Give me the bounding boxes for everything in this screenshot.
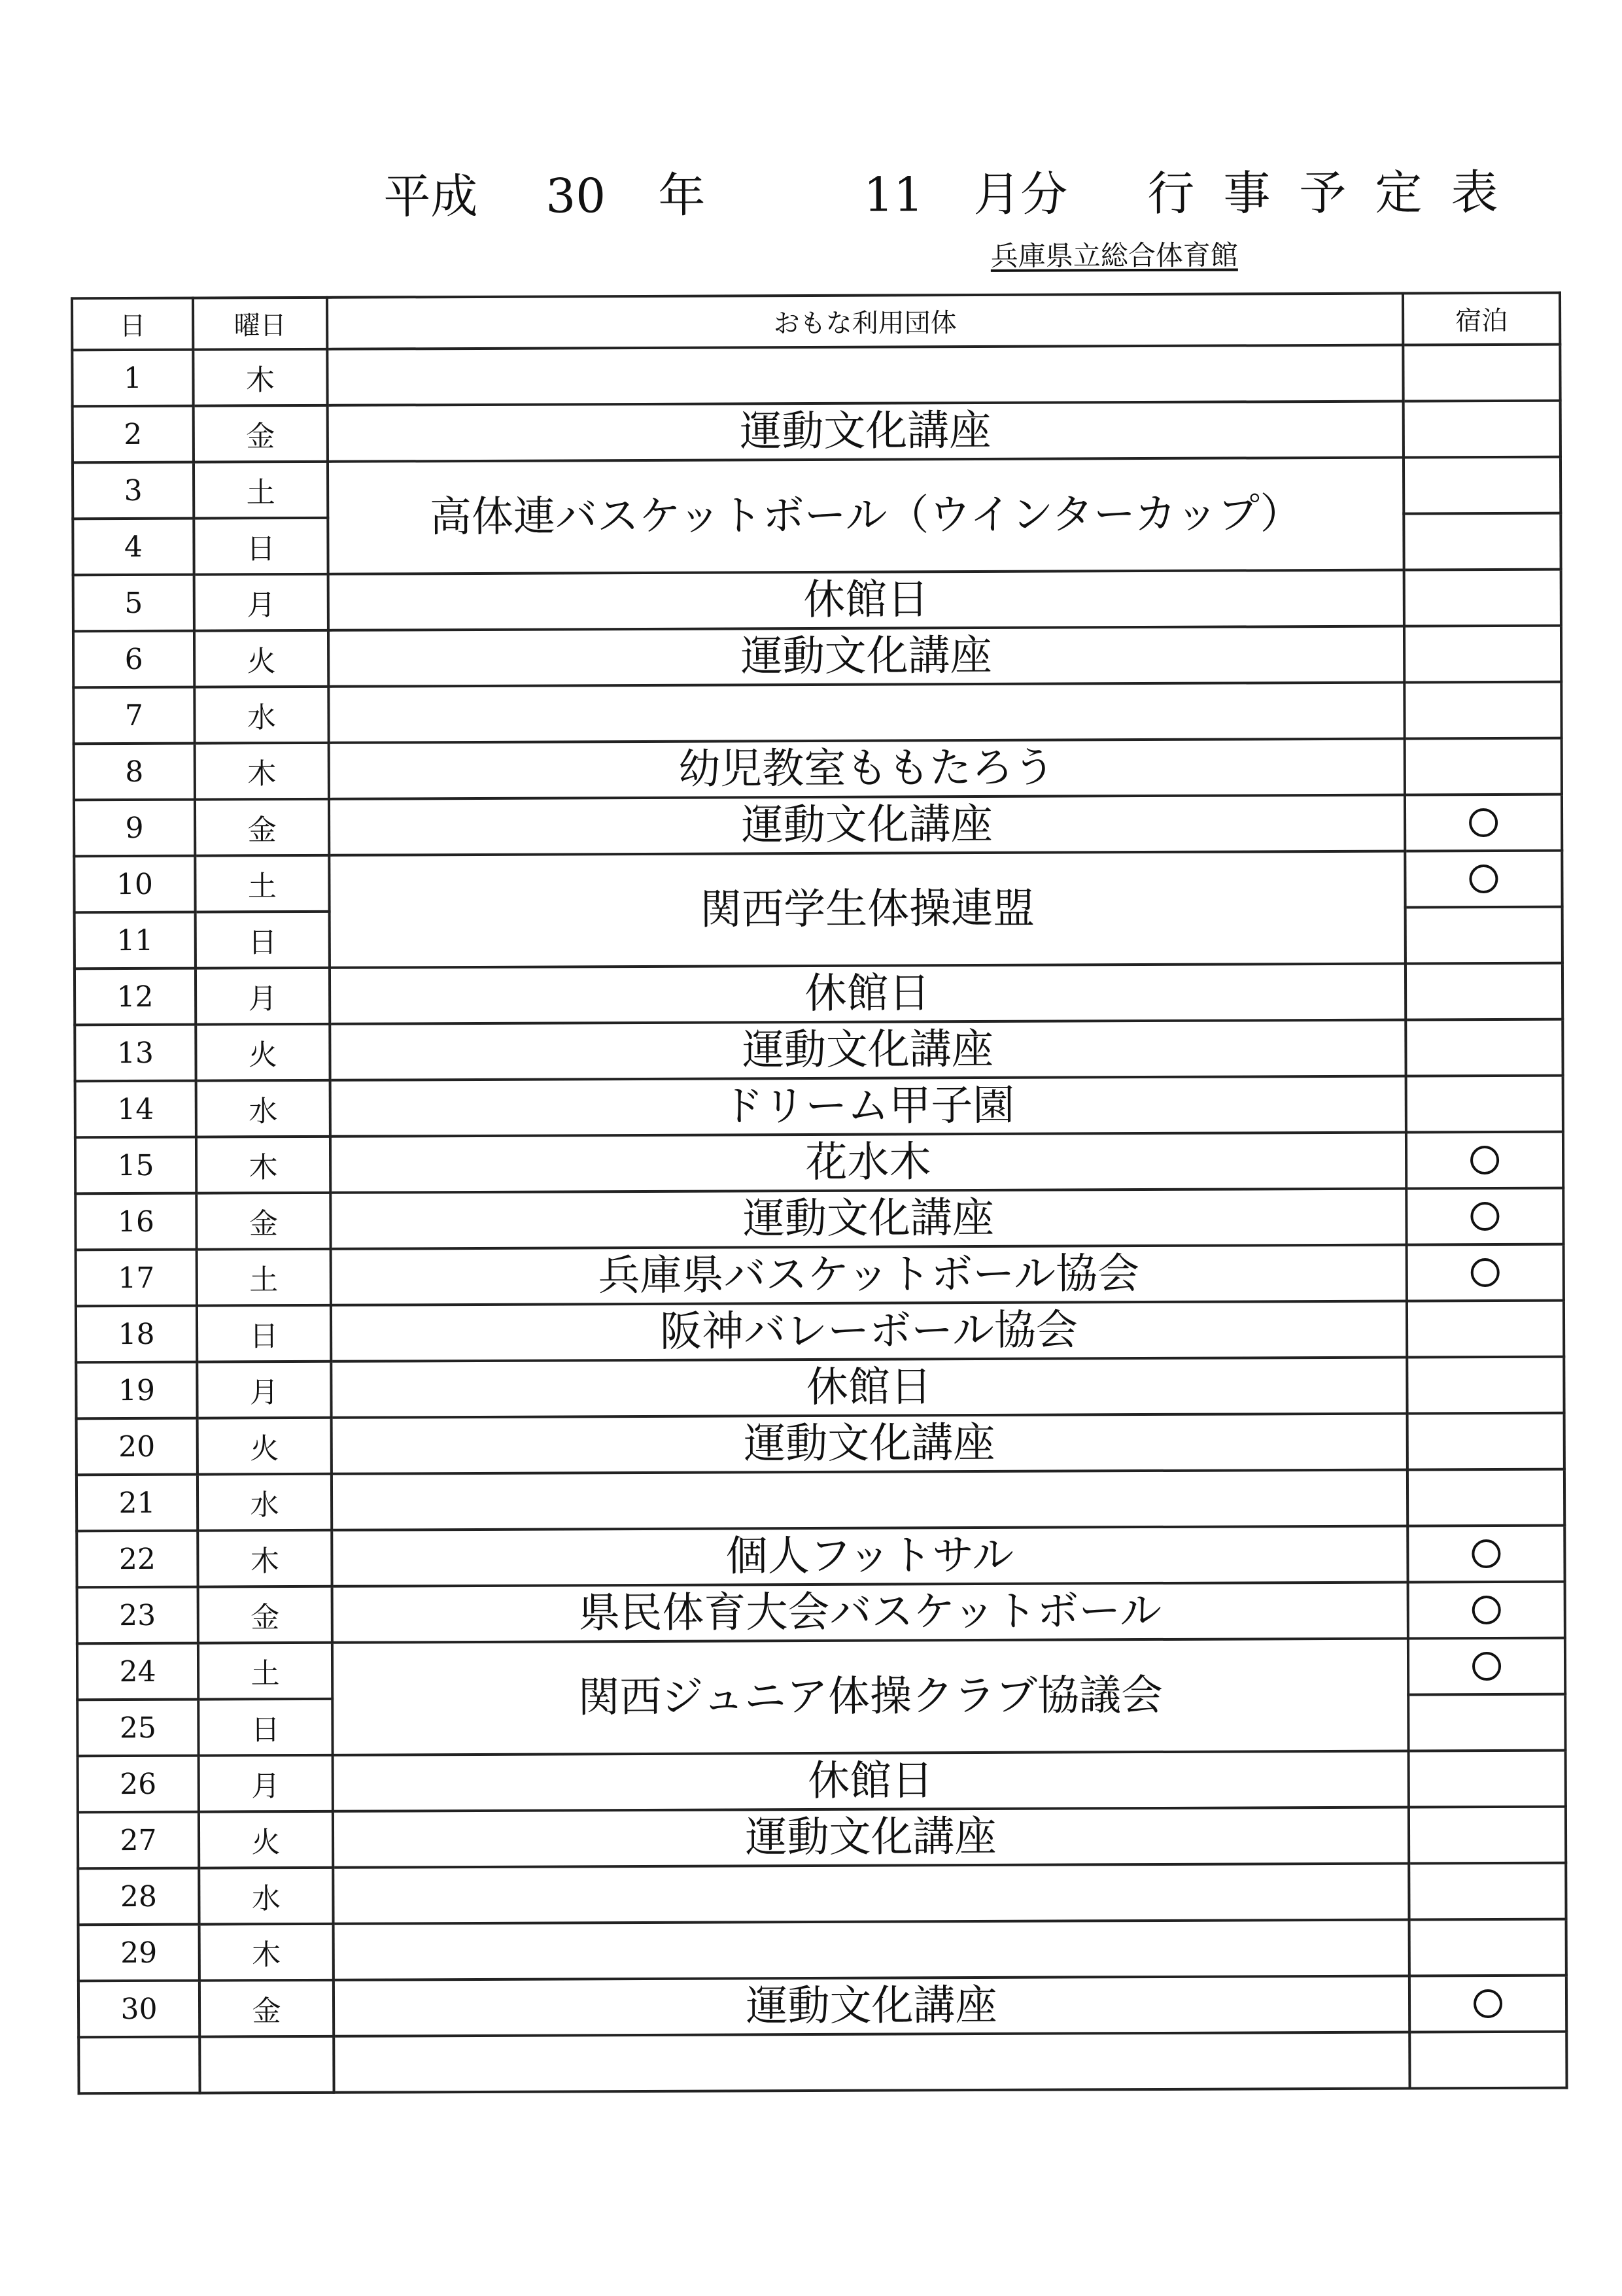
day-cell: 2 (73, 406, 194, 463)
document-title: 行事予定表 (1147, 164, 1527, 222)
table-row (75, 1188, 1563, 1250)
stay-cell (1407, 1469, 1564, 1526)
weekday-cell: 土 (195, 855, 329, 912)
table-row (75, 1076, 1563, 1138)
weekday-cell: 金 (194, 405, 328, 462)
stay-circle-icon (1474, 1989, 1502, 2018)
day-cell: 4 (73, 519, 194, 575)
table-row (77, 1413, 1564, 1475)
stay-cell (1409, 2032, 1566, 2089)
day-cell: 20 (77, 1418, 198, 1475)
day-cell: 25 (77, 1700, 198, 1756)
weekday-cell: 木 (199, 1924, 334, 1981)
event-cell: 運動文化講座 (332, 1414, 1407, 1474)
facility-name: 兵庫県立総合体育館 (990, 239, 1238, 272)
stay-cell (1406, 1132, 1563, 1189)
weekday-cell: 木 (196, 1137, 330, 1193)
event-cell: 関西学生体操連盟 (329, 851, 1406, 968)
event-cell: 幼児教室ももたろう (329, 739, 1405, 799)
day-cell: 12 (75, 968, 196, 1025)
weekday-cell: 火 (199, 1811, 333, 1868)
table-row (73, 570, 1561, 632)
event-cell (334, 2032, 1409, 2092)
stay-circle-icon (1469, 865, 1498, 893)
table-row (77, 1582, 1565, 1644)
table-row (72, 345, 1560, 407)
weekday-cell: 水 (194, 687, 328, 744)
stay-cell (1405, 851, 1562, 908)
stay-circle-icon (1470, 1146, 1499, 1174)
day-cell: 11 (75, 912, 196, 969)
day-cell: 19 (76, 1362, 197, 1419)
event-cell: 休館日 (330, 964, 1406, 1024)
stay-cell (1407, 1244, 1564, 1301)
event-cell: 休館日 (328, 570, 1404, 630)
day-cell: 10 (74, 856, 195, 913)
stay-cell (1409, 1863, 1566, 1920)
day-cell (78, 2037, 199, 2094)
table-row (78, 1807, 1566, 1869)
stay-circle-icon (1472, 1539, 1500, 1568)
day-cell: 17 (76, 1250, 197, 1307)
weekday-cell: 水 (196, 1080, 330, 1137)
stay-cell (1404, 457, 1561, 514)
day-cell: 22 (77, 1531, 198, 1588)
day-cell: 7 (73, 687, 194, 744)
day-cell: 15 (75, 1137, 196, 1194)
table-row (73, 401, 1561, 463)
table-row (76, 1301, 1564, 1363)
event-cell: 個人フットサル (332, 1526, 1407, 1586)
table-row (78, 1863, 1566, 1925)
stay-cell (1405, 738, 1562, 795)
event-cell: 運動文化講座 (328, 402, 1404, 462)
event-cell: 運動文化講座 (328, 626, 1404, 687)
day-cell: 13 (75, 1025, 196, 1082)
table-row (75, 963, 1562, 1025)
event-cell: 休館日 (331, 1358, 1407, 1418)
stay-cell (1407, 1357, 1564, 1414)
year-suffix: 年 (658, 167, 706, 223)
stay-circle-icon (1470, 1202, 1499, 1231)
stay-circle-icon (1472, 1596, 1501, 1624)
event-cell (327, 345, 1403, 405)
event-cell: 運動文化講座 (330, 1020, 1406, 1080)
header-stay: 宿泊 (1403, 293, 1560, 345)
stay-circle-icon (1472, 1652, 1501, 1681)
table-row (74, 851, 1562, 913)
event-cell: 阪神バレーボール協会 (331, 1301, 1407, 1362)
weekday-cell: 土 (194, 462, 328, 519)
stay-cell (1407, 1526, 1564, 1583)
day-cell: 23 (77, 1587, 198, 1644)
stay-cell (1404, 626, 1561, 683)
stay-cell (1409, 1919, 1566, 1976)
day-cell: 9 (74, 800, 195, 857)
weekday-cell: 日 (196, 912, 330, 968)
stay-cell (1406, 963, 1562, 1020)
weekday-cell: 金 (196, 1193, 330, 1250)
weekday-cell: 水 (198, 1474, 332, 1531)
table-row (73, 682, 1561, 744)
table-row (74, 795, 1562, 857)
day-cell: 5 (73, 575, 194, 632)
stay-cell (1404, 401, 1561, 458)
event-cell (328, 683, 1404, 743)
weekday-cell: 木 (195, 743, 329, 800)
event-cell: 花水木 (330, 1133, 1406, 1193)
weekday-cell: 金 (199, 1980, 334, 2037)
event-cell (333, 1863, 1409, 1923)
event-cell: 県民体育大会バスケットボール (332, 1583, 1408, 1643)
day-cell: 28 (78, 1868, 199, 1925)
stay-cell (1404, 682, 1561, 739)
stay-cell (1406, 907, 1562, 964)
stay-cell (1406, 1076, 1563, 1133)
day-cell: 16 (75, 1193, 196, 1250)
event-cell: 高体連バスケットボール（ウインターカップ） (328, 458, 1404, 574)
event-cell: 運動文化講座 (333, 1807, 1409, 1867)
day-cell: 21 (77, 1475, 198, 1532)
day-cell: 1 (72, 350, 193, 407)
stay-cell (1403, 345, 1560, 402)
day-cell: 18 (76, 1306, 197, 1363)
table-row (78, 2032, 1566, 2094)
weekday-cell: 木 (193, 349, 327, 406)
header-event: おもな利用団体 (327, 294, 1403, 349)
table-row (76, 1244, 1564, 1307)
stay-cell (1407, 1301, 1564, 1358)
stay-circle-icon (1471, 1258, 1500, 1287)
event-cell: 運動文化講座 (329, 795, 1405, 855)
weekday-cell: 日 (197, 1305, 331, 1362)
stay-cell (1408, 1694, 1565, 1751)
day-cell: 24 (77, 1643, 198, 1700)
weekday-cell (199, 2036, 334, 2093)
weekday-cell: 月 (196, 968, 330, 1025)
weekday-cell: 水 (199, 1868, 333, 1925)
stay-cell (1406, 1019, 1562, 1076)
weekday-cell: 木 (198, 1530, 332, 1587)
weekday-cell: 金 (198, 1586, 332, 1643)
stay-cell (1409, 1807, 1566, 1864)
schedule-rows (72, 345, 1566, 2094)
header-weekday: 曜日 (193, 298, 327, 350)
day-cell: 27 (78, 1812, 199, 1869)
weekday-cell: 火 (194, 630, 328, 687)
stay-cell (1407, 1413, 1564, 1470)
table-row (77, 1638, 1565, 1700)
table-row (75, 1132, 1563, 1194)
stay-cell (1404, 513, 1561, 570)
header-row (72, 293, 1560, 351)
event-cell (334, 1919, 1409, 1979)
event-cell: 関西ジュニア体操クラブ協議会 (332, 1639, 1409, 1755)
stay-cell (1409, 1976, 1566, 2032)
header-day: 日 (72, 298, 193, 351)
day-cell: 14 (75, 1081, 196, 1138)
table-row (78, 1919, 1566, 1981)
stay-circle-icon (1469, 808, 1498, 837)
day-cell: 3 (73, 462, 194, 519)
month-value: 11 (863, 167, 924, 222)
table-row (78, 1751, 1566, 1813)
event-cell: 休館日 (333, 1751, 1409, 1811)
day-cell: 30 (78, 1981, 199, 2038)
table-row (76, 1357, 1564, 1419)
weekday-cell: 火 (198, 1418, 332, 1475)
day-cell: 26 (78, 1756, 199, 1813)
event-cell: ドリーム甲子園 (330, 1076, 1406, 1137)
schedule-table (71, 292, 1568, 2095)
table-row (73, 626, 1561, 688)
table-row (74, 738, 1562, 800)
table-row (73, 457, 1561, 519)
stay-cell (1408, 1582, 1565, 1639)
table-row (77, 1469, 1564, 1532)
table-row (78, 1976, 1566, 2038)
stay-cell (1408, 1638, 1565, 1695)
era-label: 平成 (383, 168, 478, 224)
weekday-cell: 火 (196, 1024, 330, 1081)
event-cell: 運動文化講座 (330, 1189, 1406, 1249)
weekday-cell: 土 (197, 1249, 331, 1306)
day-cell: 8 (74, 744, 195, 800)
stay-cell (1409, 1751, 1566, 1808)
month-suffix: 月分 (973, 166, 1068, 222)
stay-cell (1406, 1188, 1563, 1245)
weekday-cell: 土 (198, 1643, 332, 1700)
weekday-cell: 月 (194, 574, 328, 631)
year-value: 30 (545, 168, 606, 224)
day-cell: 6 (73, 631, 194, 688)
weekday-cell: 日 (194, 518, 328, 575)
event-cell (332, 1470, 1407, 1530)
event-cell: 運動文化講座 (334, 1976, 1409, 2036)
table-row (77, 1526, 1564, 1588)
stay-cell (1405, 795, 1562, 851)
weekday-cell: 月 (199, 1755, 333, 1812)
event-cell: 兵庫県バスケットボール協会 (331, 1245, 1407, 1305)
stay-cell (1404, 570, 1561, 626)
weekday-cell: 月 (197, 1362, 331, 1418)
day-cell: 29 (78, 1925, 199, 1981)
weekday-cell: 日 (198, 1699, 332, 1756)
table-row (75, 1019, 1562, 1082)
weekday-cell: 金 (195, 799, 329, 856)
